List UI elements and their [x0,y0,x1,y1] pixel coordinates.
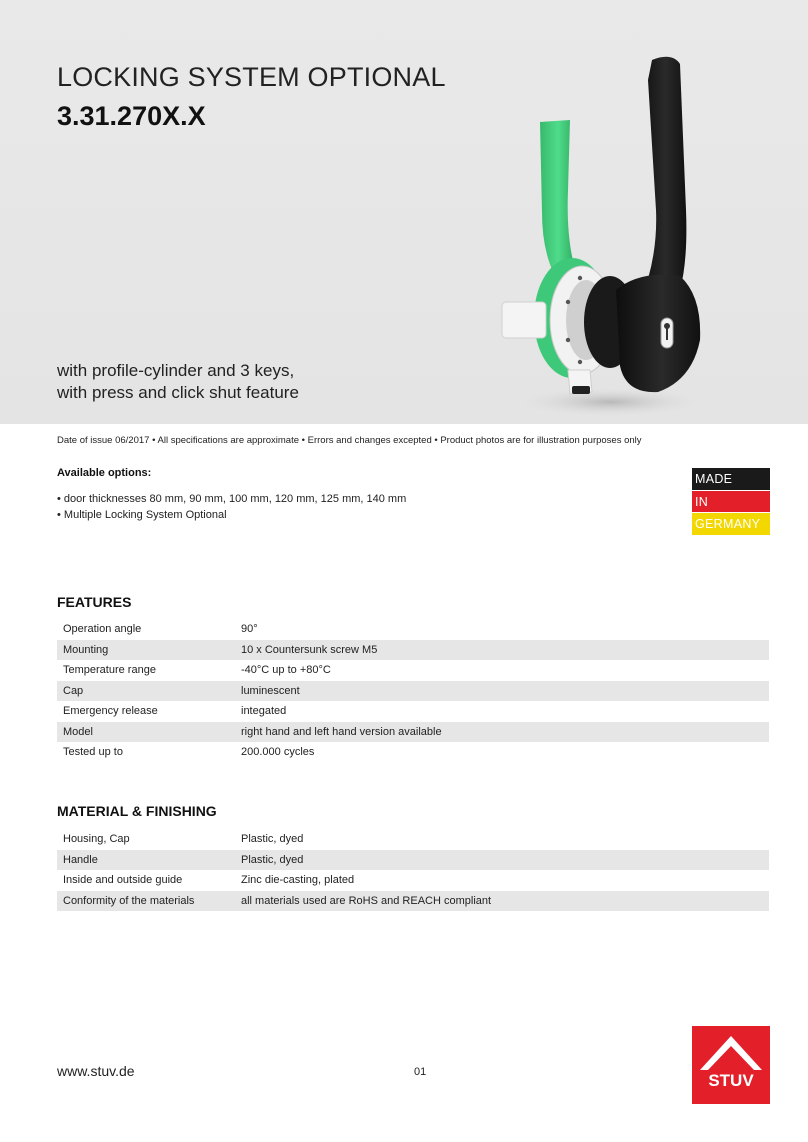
table-row [57,891,769,912]
product-title: LOCKING SYSTEM OPTIONAL [57,62,446,92]
features-heading: FEATURES [57,594,132,610]
features-table [57,619,769,763]
feature-value: right hand and left hand version available [235,722,769,743]
material-value: Plastic, dyed [235,850,769,871]
logo-text: STUV [708,1071,754,1090]
material-table [57,829,769,911]
table-row [57,742,769,763]
feature-label: Cap [57,681,235,702]
table-row [57,870,769,891]
material-label: Housing, Cap [63,833,130,846]
website-link[interactable]: www.stuv.de [57,1063,135,1079]
product-subtitle [57,360,477,404]
feature-label: Emergency release [63,705,158,718]
feature-value: luminescent [235,681,769,702]
product-photo [490,40,720,430]
option-item: • Multiple Locking System Optional [57,508,227,521]
feature-label: Operation angle [63,623,142,636]
hero-banner [0,0,808,424]
material-value: Zinc die-casting, plated [241,874,355,887]
material-label: Conformity of the materials [57,891,235,912]
feature-label: Tested up to [63,746,123,759]
stuv-logo [692,1026,770,1104]
badge-line-in: IN [692,491,770,513]
feature-value: 10 x Countersunk screw M5 [235,640,769,661]
subtitle-line-1: with profile-cylinder and 3 keys, [57,361,295,380]
table-row [57,660,769,681]
material-value: Plastic, dyed [241,833,304,846]
feature-value: -40°C up to +80°C [241,664,331,677]
badge-line-made: MADE [692,468,770,490]
feature-label: Mounting [57,640,235,661]
option-item: • door thicknesses 80 mm, 90 mm, 100 mm, 120 mm, 125 mm, 140 mm [57,493,407,505]
material-label: Inside and outside guide [63,874,183,887]
material-value: all materials used are RoHS and REACH compliant [235,891,769,912]
table-row [57,850,769,871]
subtitle-line-2: with press and click shut feature [57,383,299,402]
table-row [57,722,769,743]
feature-label: Model [57,722,235,743]
badge-line-germany: GERMANY [692,513,770,535]
table-row [57,701,769,722]
material-label: Handle [57,850,235,871]
feature-value: 200.000 cycles [241,746,315,759]
product-code: 3.31.270X.X [57,101,206,131]
feature-value: 90° [241,623,258,636]
table-row [57,619,769,640]
options-list [57,492,406,523]
table-row [57,640,769,661]
disclaimer-text: Date of issue 06/2017 • All specifications are approximate • Errors and changes excepted • Product photos are for illustration purposes only [57,435,642,446]
page-number: 01 [414,1066,427,1078]
feature-label: Temperature range [63,664,156,677]
feature-value: integated [241,705,287,718]
table-row [57,681,769,702]
options-heading: Available options: [57,467,152,479]
table-row [57,829,769,850]
made-in-germany-badge [692,468,770,535]
material-heading: MATERIAL & FINISHING [57,803,217,819]
